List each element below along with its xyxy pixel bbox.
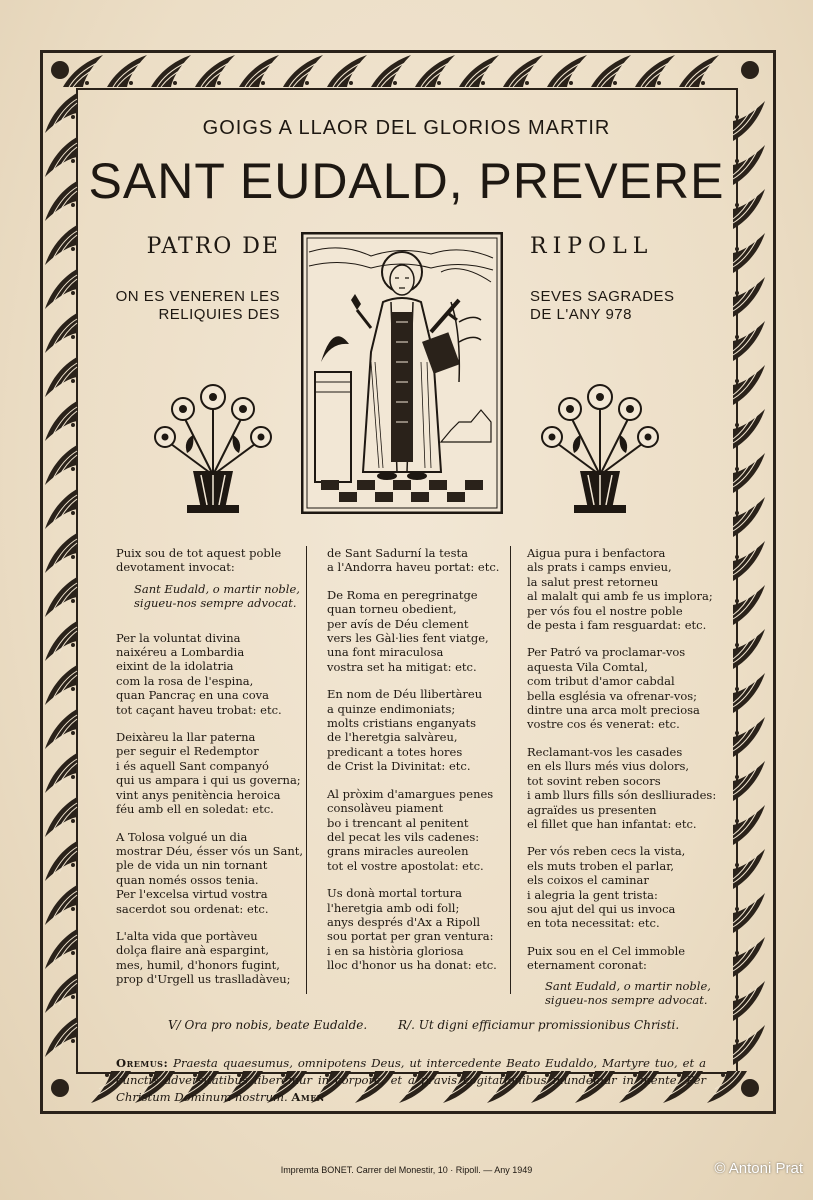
refrain-line: Sant Eudald, o martir noble,: [134, 581, 300, 596]
verse-line: Deixàreu la llar paterna: [116, 730, 256, 745]
verse-line: vostre cos és venerat: etc.: [527, 717, 680, 732]
stanza: [527, 546, 712, 632]
verse-line: mostrar Déu, ésser vós un Sant,: [116, 843, 304, 858]
verse-line: aquesta Vila Comtal,: [527, 659, 648, 674]
verse-line: quan Pancraç en una cova: [116, 688, 269, 703]
oremus-text: Praesta quaesumus, omnipotens Deus, ut intercedente Beato Eudaldo, Martyre tuo, et a cunctis adversitatibus liberemur in corpore, et a pravis cogitationibus mundemur in mente. Per Christum Dominum nostrum.: [116, 1056, 706, 1104]
verse-line: tot caçant haveu trobat: etc.: [116, 702, 282, 717]
stanza: [327, 787, 517, 873]
relics-caption-right: [530, 288, 675, 324]
verse-line: i amb llurs fills són deslliurades:: [527, 788, 717, 803]
response-line: R/. Ut digni efficiamur promissionibus Christi.: [398, 1018, 680, 1032]
verse-column-1: [116, 546, 304, 1000]
verse-line: els coixos el caminar: [527, 873, 649, 888]
verse-line: per avís de Déu clement: [327, 616, 469, 631]
verse-line: sacerdot sou ordenat: etc.: [116, 901, 269, 916]
verse-line: el fillet que han infantat: etc.: [527, 816, 697, 831]
oremus-label: Oremus:: [116, 1056, 169, 1070]
verse-line: naixéreu a Lombardia: [116, 645, 245, 660]
verse-line: molts cristians enganyats: [327, 716, 477, 731]
subtitle-heading: GOIGS A LLAOR DEL GLORIOS MARTIR: [202, 117, 611, 139]
verse-line: Puix sou de tot aquest poble: [116, 546, 282, 560]
verse-line: lloc d'honor us ha donat: etc.: [327, 958, 497, 973]
verse-line: dintre una arca molt preciosa: [527, 703, 700, 718]
stanza: [327, 588, 517, 674]
verse-line: sou portat per gran ventura:: [327, 929, 494, 944]
stanza: [327, 687, 517, 773]
verse-line: Per vós reben cecs la vista,: [527, 844, 686, 859]
verse-line: vostra set ha mitigat: etc.: [327, 659, 477, 674]
verse-line: de l'heretgia salvàreu,: [327, 730, 458, 745]
verse-line: agraïdes us presenten: [527, 802, 657, 817]
verse-line: vers les Gàl·lies fent viatge,: [327, 631, 489, 646]
relics-caption-right-line1: SEVES SAGRADES: [530, 288, 675, 305]
verse-line: Puix sou en el Cel immoble: [527, 943, 686, 958]
verse-column-3: [527, 546, 717, 1020]
verse-line: vint anys penitència heroica: [116, 787, 281, 802]
verse-line: Per l'excelsa virtud vostra: [116, 887, 268, 902]
verse-line: prop d'Urgell us traslladàveu;: [116, 972, 291, 987]
verse-line: quan torneu obedient,: [327, 602, 457, 617]
refrain-line: Sant Eudald, o martir noble,: [545, 978, 711, 993]
verse-line: Aigua pura i benfactora: [527, 546, 666, 560]
stanza: [116, 631, 296, 717]
verse-line: per vós fou el nostre poble: [527, 603, 683, 618]
verse-line: qui us ampara i qui us governa;: [116, 773, 301, 788]
verse-line: en els llurs més vius dolors,: [527, 759, 690, 774]
patro-label-right: RIPOLL: [530, 234, 654, 259]
verse-line: L'alta vida que portàveu: [116, 928, 258, 943]
verse-line: féu amb ell en soledat: etc.: [116, 802, 274, 817]
stanza: [116, 829, 304, 916]
refrain-line: sigueu-nos sempre advocat.: [545, 992, 708, 1007]
verse-line: com tribut d'amor cabdal: [527, 674, 675, 689]
relics-caption-right-line2: DE L'ANY 978: [530, 306, 632, 323]
verse-line: dolça flaire anà espargint,: [116, 943, 269, 958]
verse-line: eternament coronat:: [527, 958, 647, 973]
verse-line: bo i trencant al penitent: [327, 815, 469, 830]
verse-line: la salut prest retorneu: [527, 574, 659, 589]
verse-line: En nom de Déu llibertàreu: [327, 687, 483, 702]
verse-line: i és aquell Sant companyó: [116, 758, 269, 773]
stanza: [116, 929, 296, 987]
versicle-line: V/ Ora pro nobis, beate Eudalde.: [168, 1018, 368, 1032]
amen-label: Amen: [291, 1090, 325, 1104]
verse-line: els muts troben el parlar,: [527, 858, 675, 873]
verse-line: als prats i camps envieu,: [527, 560, 672, 575]
column-divider-1: [306, 546, 307, 994]
printer-imprint: Impremta BONET. Carrer del Monestir, 10 · Ripoll. — Any 1949: [280, 1165, 533, 1175]
verse-line: ple de vida un nin tornant: [116, 858, 268, 873]
verse-line: bella església va ofrenar-vos;: [527, 688, 698, 703]
verse-line: Per Patró va proclamar-vos: [527, 645, 686, 660]
verse-line: eixint de la idolatria: [116, 659, 234, 674]
patro-label-left: PATRO DE: [146, 234, 280, 259]
stanza: [527, 744, 717, 831]
relics-caption-left-line2: RELIQUIES DES: [158, 306, 280, 323]
relics-caption-left: [116, 288, 280, 324]
stanza: [116, 546, 296, 575]
verse-line: com la rosa de l'espina,: [116, 673, 254, 688]
verse-line: tot el vostre apostolat: etc.: [327, 858, 484, 873]
verse-line: tot sovint reben socors: [527, 773, 661, 788]
relics-caption-left-line1: ON ES VENEREN LES: [115, 288, 280, 305]
verse-line: de pesta i fam resguardat: etc.: [527, 618, 707, 633]
verse-line: sou ajut del qui us invoca: [527, 901, 676, 916]
stanza: [527, 944, 712, 973]
verse-line: De Roma en peregrinatge: [327, 587, 478, 602]
refrain: [116, 581, 300, 611]
verse-line: i en sa història gloriosa: [327, 943, 464, 958]
verse-line: grans miracles aureolen: [327, 844, 469, 859]
verse-line: anys després d'Ax a Ripoll: [327, 914, 481, 929]
refrain-line: sigueu-nos sempre advocat.: [134, 596, 297, 611]
stanza: [527, 844, 712, 930]
stanza: [327, 546, 517, 575]
verse-line: consolàveu piament: [327, 801, 444, 816]
verse-line: A Tolosa volgué un dia: [116, 829, 248, 844]
verse-line: predicant a totes hores: [327, 744, 463, 759]
stanza: [116, 730, 301, 817]
verse-line: una font miraculosa: [327, 645, 444, 660]
verse-line: mes, humil, d'honors fugint,: [116, 957, 280, 972]
photo-credit: © Antoni Prat: [714, 1160, 803, 1177]
verse-line: Per la voluntat divina: [116, 630, 241, 645]
verse-line: de Sant Sadurní la testa: [327, 546, 468, 560]
stanza: [327, 886, 517, 972]
verse-line: Reclamant-vos les casades: [527, 744, 683, 759]
flower-vase-right-icon: [540, 375, 660, 515]
verse-line: quan només ossos tenia.: [116, 872, 259, 887]
verse-line: i alegria la gent trista:: [527, 887, 658, 902]
refrain: [527, 979, 712, 1008]
verse-line: al malalt qui amb fe us implora;: [527, 589, 713, 604]
flower-vase-left-icon: [153, 375, 273, 515]
saint-woodcut-image: [301, 232, 503, 514]
verse-column-2: [327, 546, 517, 986]
verse-line: de Crist la Divinitat: etc.: [327, 759, 471, 774]
main-title: SANT EUDALD, PREVERE: [88, 153, 725, 209]
verse-line: a l'Andorra haveu portat: etc.: [327, 560, 500, 575]
verse-line: Us donà mortal tortura: [327, 886, 463, 901]
verse-line: l'heretgia amb odi foll;: [327, 900, 460, 915]
verse-line: Al pròxim d'amargues penes: [327, 786, 494, 801]
verse-line: del pecat les vils cadenes:: [327, 829, 480, 844]
oremus-prayer: [116, 1055, 706, 1106]
verse-line: en tota necessitat: etc.: [527, 916, 660, 931]
stanza: [527, 645, 712, 731]
verse-line: devotament invocat:: [116, 560, 235, 575]
verse-line: a quinze endimoniats;: [327, 701, 456, 716]
verse-line: per seguir el Redemptor: [116, 744, 259, 759]
